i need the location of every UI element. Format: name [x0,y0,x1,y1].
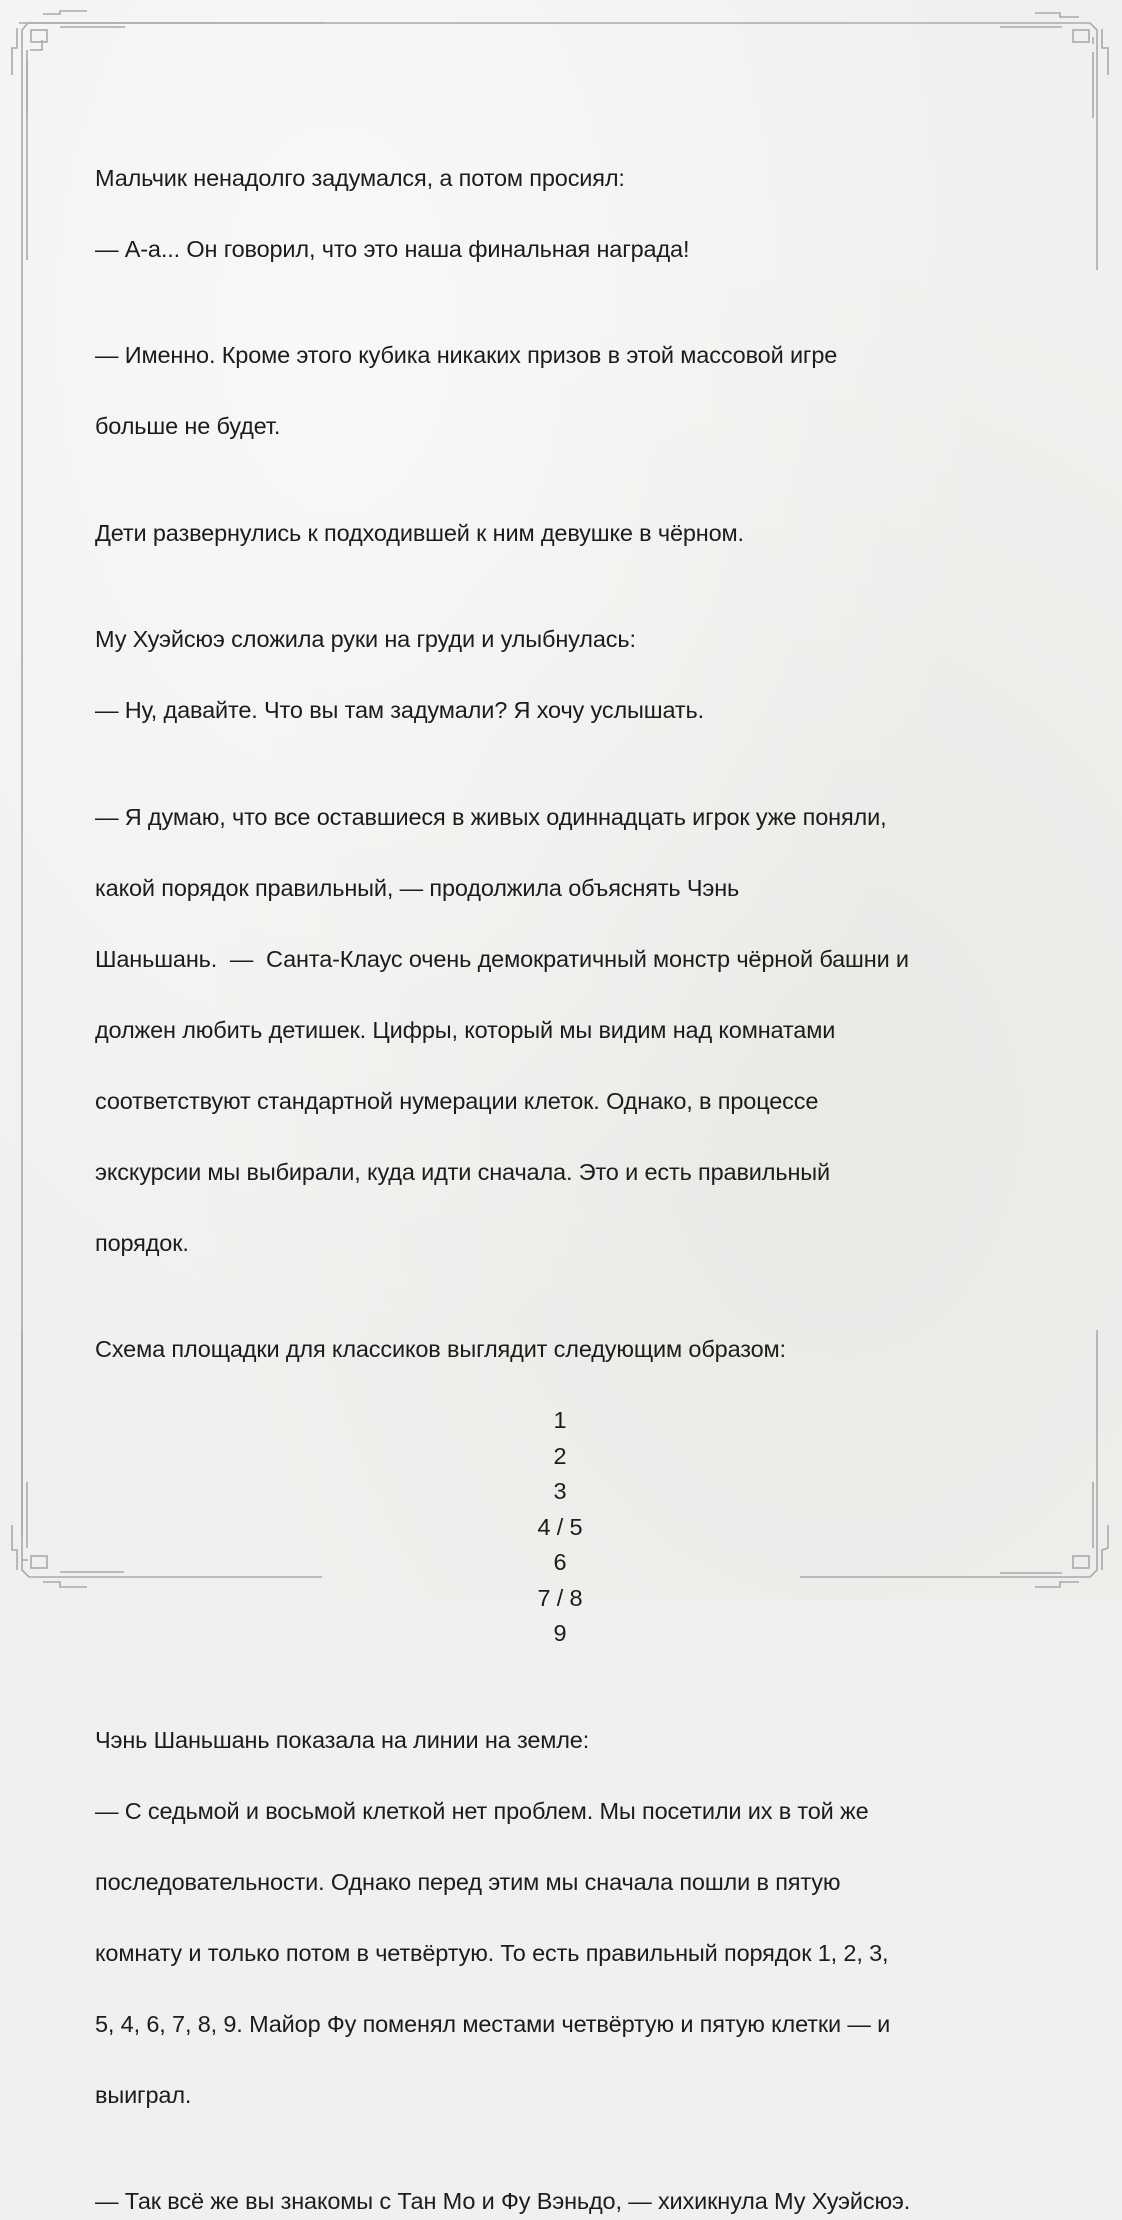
text-line: — Я думаю, что все оставшиеся в живых одиннадцать игрок уже поняли, [95,803,887,830]
paragraph [95,1687,1035,2113]
scheme-row: 9 [553,1620,567,1646]
text-line: последовательности. Однако перед этим мы сначала пошли в пятую [95,1868,841,1895]
paragraph [95,2149,1035,2220]
hopscotch-scheme [95,1403,1025,1652]
paragraph [95,303,1035,445]
paragraph [95,1297,1035,1368]
scheme-row: 1 [553,1407,567,1433]
text-line: Схема площадки для классиков выглядит следующим образом: [95,1336,786,1362]
text-line: Шаньшань. — Санта-Клаус очень демократичный монстр чёрной башни и [95,945,909,972]
paragraph [95,125,1035,267]
text-line: — Так всё же вы знакомы с Тан Мо и Фу Вэньдо, — хихикнула Му Хуэйсюэ. [95,2188,911,2214]
text-line: комнату и только потом в четвёртую. То есть правильный порядок 1, 2, 3, [95,1939,889,1966]
text-line: соответствуют стандартной нумерации клеток. Однако, в процессе [95,1087,819,1114]
text-line: — Именно. Кроме этого кубика никаких призов в этой массовой игре [95,342,838,368]
text-line: — А-а... Он говорил, что это наша финальная награда! [95,235,690,262]
scheme-row: 3 [553,1478,567,1504]
text-line: Чэнь Шаньшань показала на линии на земле: [95,1726,590,1753]
scheme-row: 4 / 5 [537,1513,583,1540]
text-line: — С седьмой и восьмой клеткой нет проблем. Мы посетили их в той же [95,1797,869,1824]
paragraph [95,764,1035,1261]
text-line: какой порядок правильный, — продолжила объяснять Чэнь [95,874,740,901]
text-line: 5, 4, 6, 7, 8, 9. Майор Фу поменял местами четвёртую и пятую клетки — и [95,2010,891,2037]
scheme-row: 7 / 8 [537,1584,583,1611]
paragraph [95,587,1035,729]
text-line: Дети развернулись к подходившей к ним девушке в чёрном. [95,519,744,546]
scheme-row: 2 [553,1442,567,1469]
text-line: — Ну, давайте. Что вы там задумали? Я хочу услышать. [95,697,704,723]
text-line: порядок. [95,1229,189,1256]
text-line: Мальчик ненадолго задумался, а потом просиял: [95,164,625,191]
text-line: выиграл. [95,2081,192,2108]
text-line: Му Хуэйсюэ сложила руки на груди и улыбнулась: [95,626,636,652]
scheme-row: 6 [553,1549,567,1575]
text-line: должен любить детишек. Цифры, который мы видим над комнатами [95,1016,836,1043]
text-line: больше не будет. [95,413,281,439]
document-body [95,125,1035,2220]
text-line: экскурсии мы выбирали, куда идти сначала. Это и есть правильный [95,1158,830,1185]
paragraph [95,480,1035,551]
